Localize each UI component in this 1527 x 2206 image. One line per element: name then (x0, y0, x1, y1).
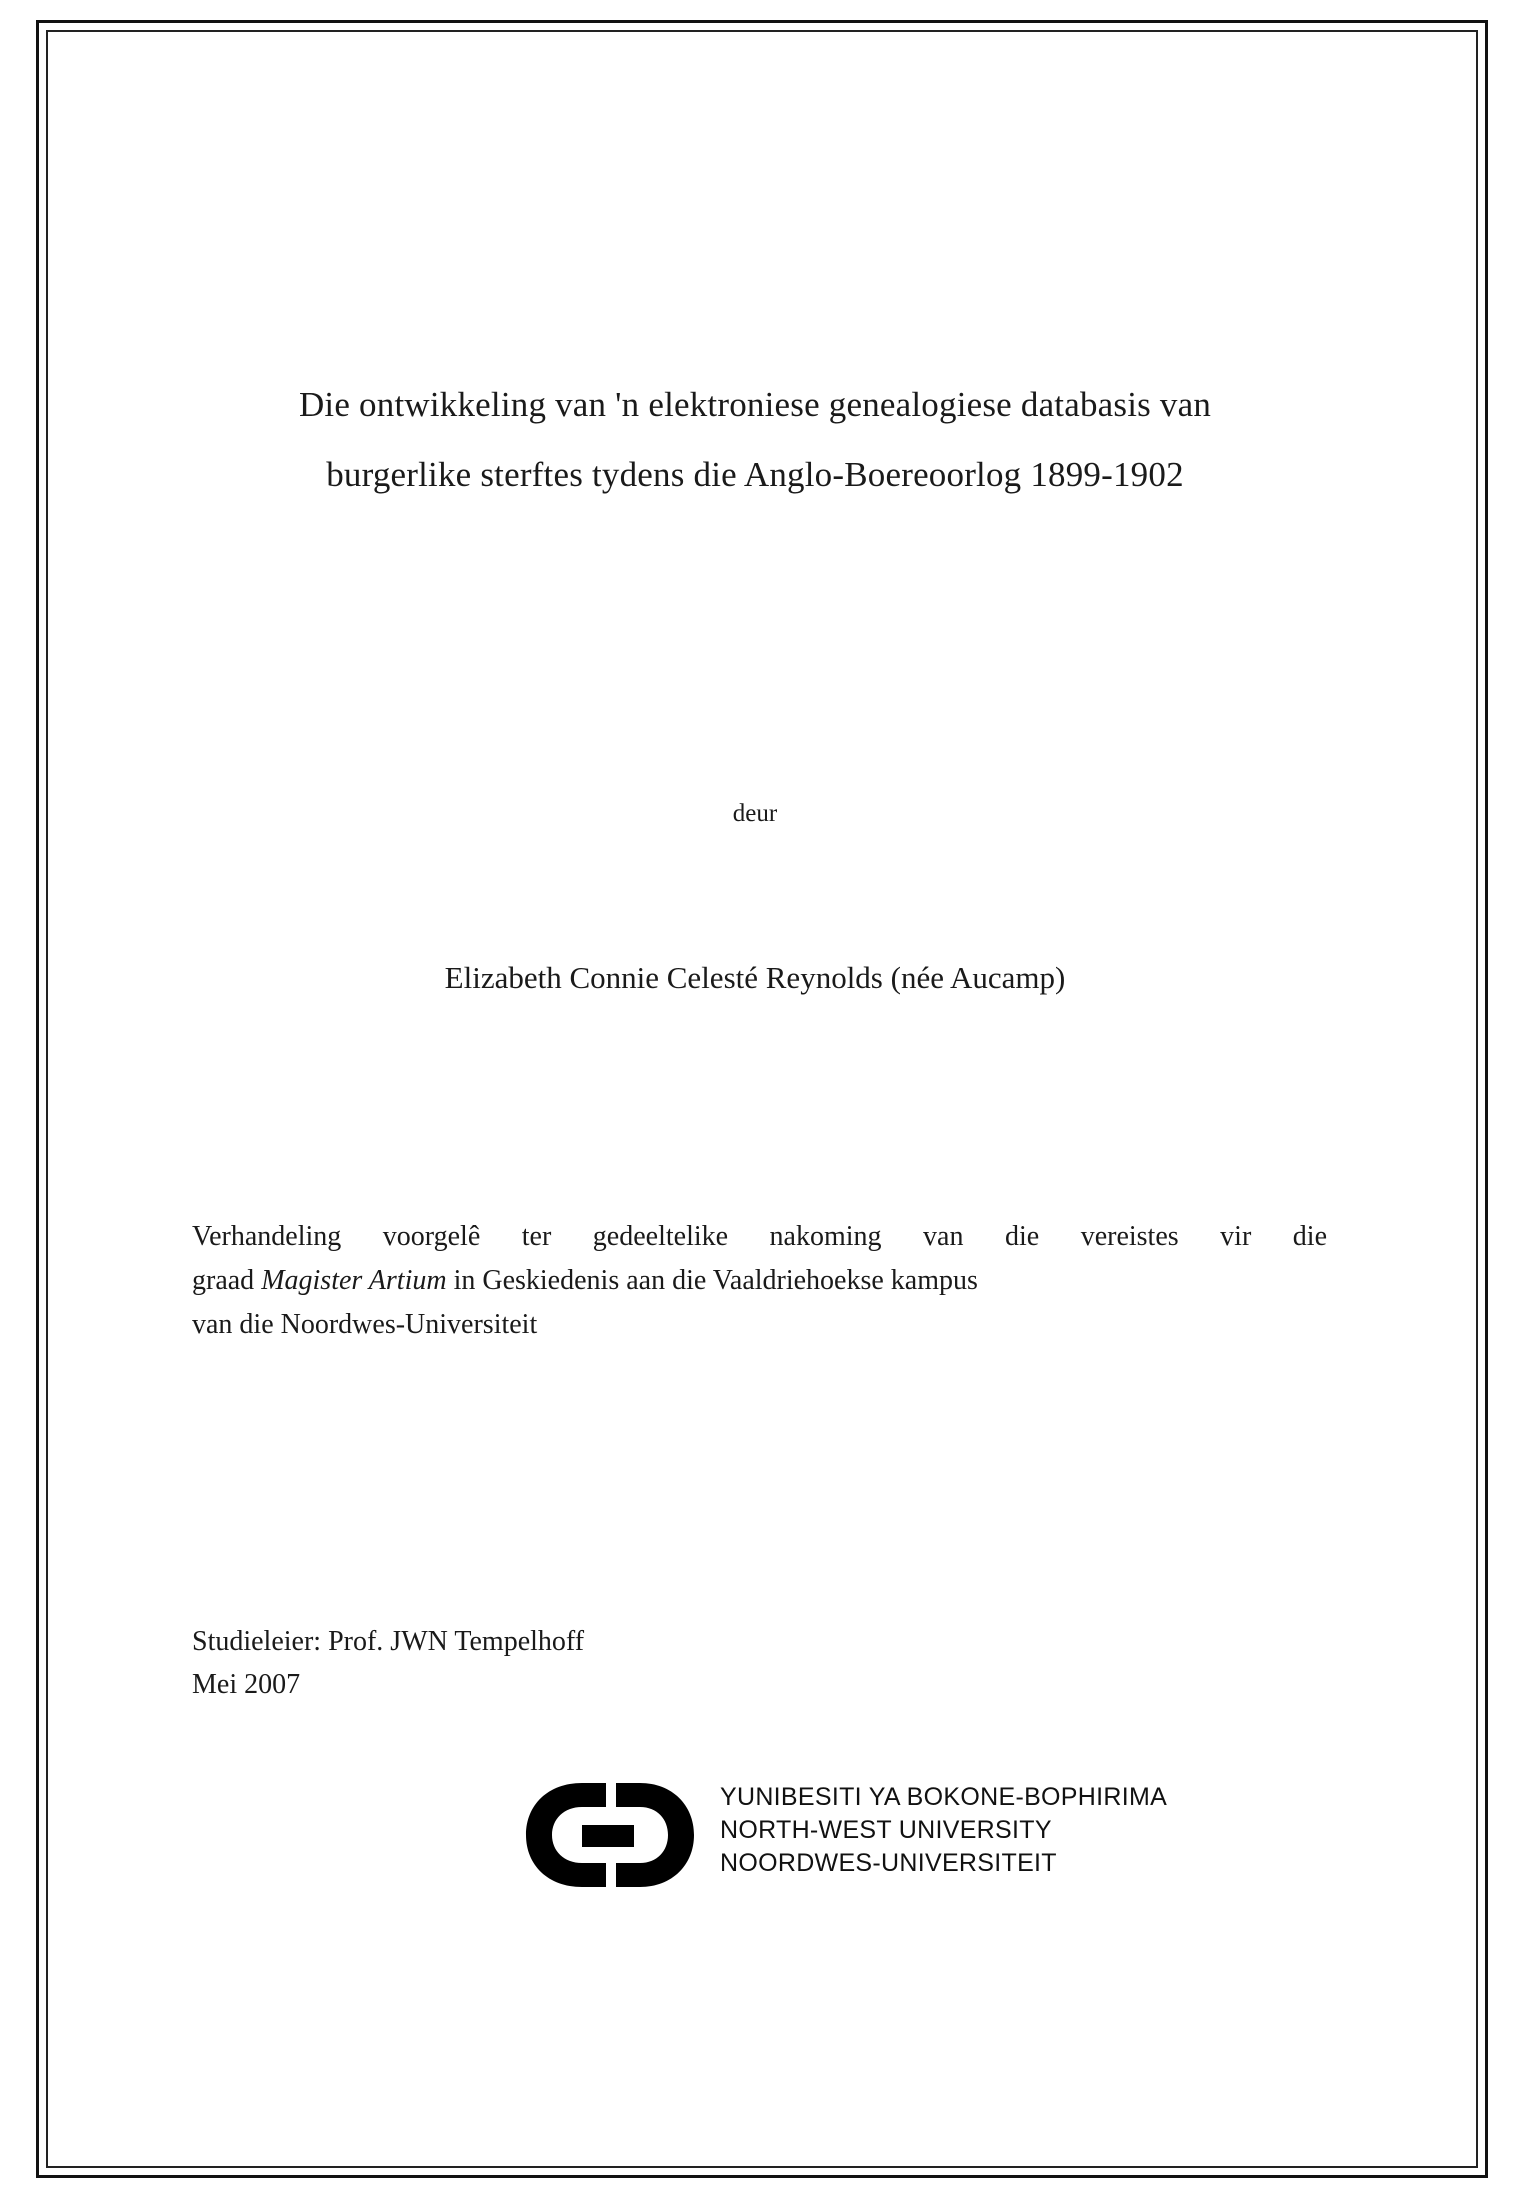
degree-statement-line-2-suffix: in Geskiedenis aan die Vaaldriehoekse kampus (446, 1265, 978, 1296)
university-logo (480, 1775, 1180, 1905)
degree-statement-line-3: van die Noordwes-Universiteit (192, 1309, 538, 1340)
supervisor-block (192, 1620, 1192, 1706)
page-title (150, 370, 1360, 510)
title-line-2: burgerlike sterftes tydens die Anglo-Boereoorlog 1899-1902 (326, 455, 1184, 494)
by-label: deur (732, 800, 778, 827)
logo-text-line-1: YUNIBESITI YA BOKONE-BOPHIRIMA (720, 1783, 1168, 1811)
logo-text-line-3: NOORDWES-UNIVERSITEIT (720, 1849, 1057, 1877)
degree-statement-line-2-prefix: graad (192, 1265, 262, 1296)
degree-statement (192, 1215, 1327, 1347)
logo-text-line-2: NORTH-WEST UNIVERSITY (720, 1816, 1052, 1844)
author-name: Elizabeth Connie Celesté Reynolds (née Aucamp) (444, 960, 1066, 995)
page-content (150, 0, 1360, 2206)
university-logo-text (720, 1781, 1167, 1880)
nwu-logo-icon (520, 1779, 700, 1891)
supervisor-line: Studieleier: Prof. JWN Tempelhoff (192, 1626, 585, 1657)
degree-name: Magister Artium (261, 1265, 447, 1296)
title-line-1: Die ontwikkeling van 'n elektroniese genealogiese databasis van (298, 385, 1212, 424)
degree-statement-line-1: Verhandeling voorgelê ter gedeeltelike nakoming van die vereistes vir die (192, 1221, 1327, 1252)
date-line: Mei 2007 (192, 1669, 301, 1700)
degree-statement-line-2 (192, 1259, 1327, 1303)
